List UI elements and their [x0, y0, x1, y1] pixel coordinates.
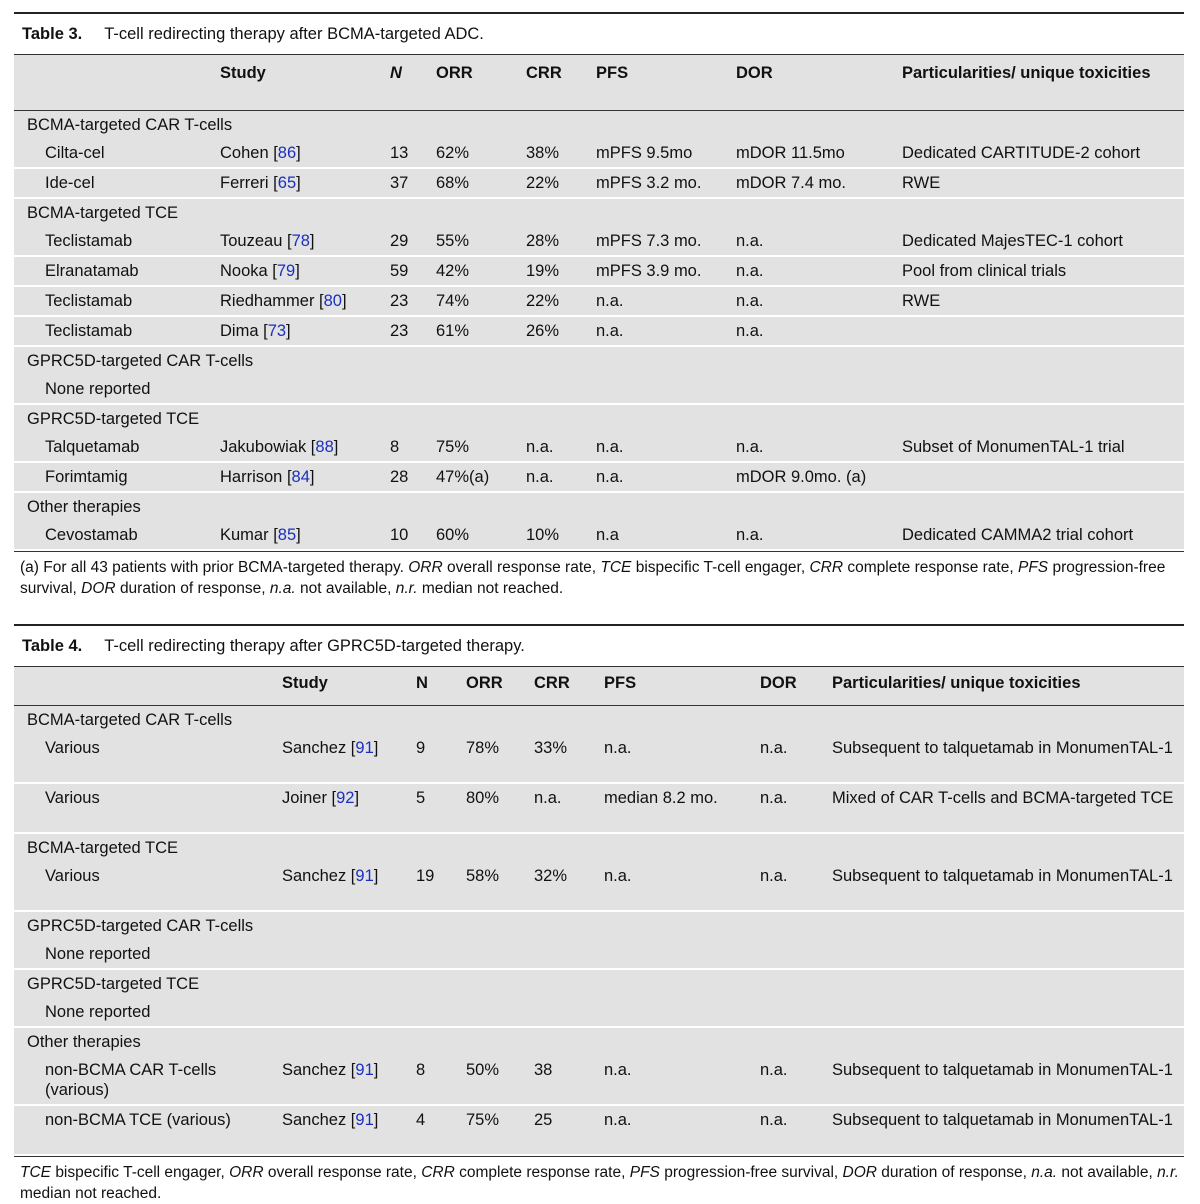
table-footnote	[14, 551, 1184, 599]
study-cell: Joiner [92]	[282, 783, 416, 833]
dor-cell: n.a.	[736, 316, 902, 346]
notes-cell	[832, 998, 1184, 1027]
n-cell: 13	[390, 139, 436, 168]
group-label: GPRC5D-targeted TCE	[14, 404, 1184, 433]
n-cell: 37	[390, 168, 436, 198]
footnote-definition: not available,	[300, 580, 392, 597]
n-cell: 23	[390, 286, 436, 316]
dor-cell	[736, 375, 902, 404]
pfs-cell: n.a.	[604, 1105, 760, 1155]
group-label: BCMA-targeted CAR T-cells	[14, 111, 1184, 140]
study-author: Harrison	[220, 468, 283, 486]
orr-cell	[466, 998, 534, 1027]
footnote-abbreviation: ORR	[229, 1164, 264, 1181]
footnote-definition: overall response rate,	[447, 559, 597, 576]
crr-cell: n.a.	[534, 783, 604, 833]
notes-cell	[902, 375, 1184, 404]
reference-link[interactable]: 85	[277, 526, 297, 544]
study-cell	[282, 940, 416, 969]
n-cell	[416, 998, 466, 1027]
crr-cell	[526, 375, 596, 404]
header-row	[14, 55, 1184, 111]
column-header-pfs: PFS	[604, 674, 637, 692]
therapy-cell: Cilta-cel	[14, 139, 220, 168]
footnote-abbreviation: n.r.	[395, 580, 418, 597]
dor-cell: mDOR 9.0mo. (a)	[736, 462, 902, 492]
reference-link[interactable]: 91	[355, 867, 374, 885]
column-header	[14, 55, 220, 111]
table-row	[14, 734, 1184, 783]
study-cell: Sanchez [91]	[282, 1056, 416, 1105]
therapy-cell: Various	[14, 734, 282, 783]
table-row	[14, 1056, 1184, 1105]
table-row	[14, 286, 1184, 316]
dor-cell: n.a.	[736, 227, 902, 256]
dor-cell: mDOR 7.4 mo.	[736, 168, 902, 198]
therapy-cell: Various	[14, 862, 282, 911]
column-header-dor: DOR	[760, 674, 797, 692]
group-row	[14, 969, 1184, 998]
study-author: Joiner	[282, 789, 327, 807]
therapy-cell: Teclistamab	[14, 286, 220, 316]
group-row	[14, 492, 1184, 521]
column-header-crr: CRR	[534, 674, 570, 692]
n-cell	[416, 940, 466, 969]
study-cell: Ferreri [65]	[220, 168, 390, 198]
column-header-study: Study	[282, 674, 328, 692]
table-label: Table 3.	[22, 25, 83, 43]
n-cell	[390, 375, 436, 404]
n-cell: 29	[390, 227, 436, 256]
crr-cell: 25	[534, 1105, 604, 1155]
reference-link[interactable]: 91	[355, 1061, 374, 1079]
notes-cell: Subset of MonumenTAL-1 trial	[902, 433, 1184, 462]
table-row	[14, 139, 1184, 168]
n-cell: 23	[390, 316, 436, 346]
notes-cell	[902, 462, 1184, 492]
table-footnote	[14, 1156, 1184, 1204]
notes-cell: Dedicated CAMMA2 trial cohort	[902, 521, 1184, 550]
footnote-definition: bispecific T-cell engager,	[635, 559, 806, 576]
orr-cell: 75%	[436, 433, 526, 462]
table-row	[14, 433, 1184, 462]
study-cell: Nooka [79]	[220, 256, 390, 286]
orr-cell: 60%	[436, 521, 526, 550]
footnote-definition: duration of response,	[119, 580, 266, 597]
therapy-cell: None reported	[14, 998, 282, 1027]
orr-cell: 80%	[466, 783, 534, 833]
column-header-study: Study	[220, 64, 266, 82]
crr-cell: 33%	[534, 734, 604, 783]
table-caption	[14, 14, 1184, 54]
orr-cell: 55%	[436, 227, 526, 256]
orr-cell: 47%(a)	[436, 462, 526, 492]
pfs-cell: mPFS 3.9 mo.	[596, 256, 736, 286]
table-title: T-cell redirecting therapy after BCMA-targeted ADC.	[104, 25, 484, 43]
group-label: BCMA-targeted CAR T-cells	[14, 706, 1184, 735]
crr-cell: 38	[534, 1056, 604, 1105]
study-author: Kumar	[220, 526, 269, 544]
group-label: GPRC5D-targeted TCE	[14, 969, 1184, 998]
crr-cell: 26%	[526, 316, 596, 346]
column-header	[14, 667, 282, 706]
study-author: Sanchez	[282, 867, 347, 885]
dor-cell: mDOR 11.5mo	[736, 139, 902, 168]
table-label: Table 4.	[22, 637, 83, 655]
therapy-cell: Various	[14, 783, 282, 833]
column-header-particularities: Particularities/ unique toxicities	[832, 674, 1081, 692]
orr-cell: 68%	[436, 168, 526, 198]
table-title: T-cell redirecting therapy after GPRC5D-targeted therapy.	[104, 637, 525, 655]
reference-link[interactable]: 73	[267, 322, 287, 340]
study-cell	[220, 375, 390, 404]
pfs-cell: median 8.2 mo.	[604, 783, 760, 833]
reference-link[interactable]: 91	[355, 1111, 374, 1129]
orr-cell: 58%	[466, 862, 534, 911]
reference-link[interactable]: 78	[291, 232, 310, 250]
study-author: Sanchez	[282, 1061, 347, 1079]
pfs-cell	[604, 940, 760, 969]
group-row	[14, 911, 1184, 940]
table-caption	[14, 626, 1184, 666]
group-row	[14, 111, 1184, 140]
dor-cell	[760, 940, 832, 969]
footnote-abbreviation: n.a.	[1031, 1164, 1058, 1181]
study-cell: Harrison [84]	[220, 462, 390, 492]
orr-cell	[466, 940, 534, 969]
group-row	[14, 1027, 1184, 1056]
study-author: Sanchez	[282, 739, 347, 757]
group-label: Other therapies	[14, 492, 1184, 521]
notes-cell: Subsequent to talquetamab in MonumenTAL-1	[832, 734, 1184, 783]
dor-cell: n.a.	[736, 286, 902, 316]
orr-cell: 62%	[436, 139, 526, 168]
table-4	[14, 624, 1184, 1204]
group-label: BCMA-targeted TCE	[14, 833, 1184, 862]
group-label: Other therapies	[14, 1027, 1184, 1056]
orr-cell: 74%	[436, 286, 526, 316]
footnote-abbreviation: ORR	[408, 559, 443, 576]
n-cell: 10	[390, 521, 436, 550]
study-cell: Dima [73]	[220, 316, 390, 346]
reference-link[interactable]: 80	[323, 292, 342, 310]
study-author: Touzeau	[220, 232, 283, 250]
dor-cell: n.a.	[760, 1056, 832, 1105]
study-cell: Cohen [86]	[220, 139, 390, 168]
footnote-definition: overall response rate,	[267, 1164, 417, 1181]
footnote-abbreviation: DOR	[81, 580, 116, 597]
study-author: Nooka	[220, 262, 268, 280]
pfs-cell: n.a.	[596, 316, 736, 346]
reference-link[interactable]: 92	[336, 789, 355, 807]
footnote-definition: complete response rate,	[459, 1164, 626, 1181]
data-table	[14, 666, 1184, 1156]
study-author: Cohen	[220, 144, 269, 162]
notes-cell: Pool from clinical trials	[902, 256, 1184, 286]
reference-link[interactable]: 91	[355, 739, 374, 757]
column-header-crr: CRR	[526, 64, 562, 82]
study-cell: Kumar [85]	[220, 521, 390, 550]
orr-cell: 75%	[466, 1105, 534, 1155]
footnote-definition: progression-free survival,	[20, 559, 1166, 597]
table-row	[14, 521, 1184, 550]
notes-cell: Subsequent to talquetamab in MonumenTAL-1	[832, 1056, 1184, 1105]
table-row	[14, 316, 1184, 346]
dor-cell: n.a.	[736, 256, 902, 286]
study-cell: Jakubowiak [88]	[220, 433, 390, 462]
study-cell: Riedhammer [80]	[220, 286, 390, 316]
notes-cell	[902, 316, 1184, 346]
table-row	[14, 227, 1184, 256]
table-row	[14, 256, 1184, 286]
crr-cell: 10%	[526, 521, 596, 550]
study-cell	[282, 998, 416, 1027]
footnote-definition: progression-free survival,	[664, 1164, 839, 1181]
study-cell: Sanchez [91]	[282, 734, 416, 783]
dor-cell: n.a.	[760, 862, 832, 911]
group-row	[14, 706, 1184, 735]
notes-cell: Mixed of CAR T-cells and BCMA-targeted TCE	[832, 783, 1184, 833]
pfs-cell: n.a.	[596, 286, 736, 316]
notes-cell: RWE	[902, 168, 1184, 198]
therapy-cell: non-BCMA CAR T-cells (various)	[14, 1056, 282, 1105]
crr-cell: 22%	[526, 286, 596, 316]
reference-link[interactable]: 79	[276, 262, 296, 280]
footnote-abbreviation: DOR	[842, 1164, 877, 1181]
study-author: Riedhammer	[220, 292, 315, 310]
table-row	[14, 375, 1184, 404]
footnote-definition: duration of response,	[881, 1164, 1027, 1181]
group-row	[14, 404, 1184, 433]
group-row	[14, 346, 1184, 375]
table-row	[14, 862, 1184, 911]
pfs-cell: n.a	[596, 521, 736, 550]
therapy-cell: None reported	[14, 375, 220, 404]
pfs-cell: n.a.	[604, 1056, 760, 1105]
footnote-abbreviation: PFS	[629, 1164, 660, 1181]
n-cell: 9	[416, 734, 466, 783]
dor-cell	[760, 998, 832, 1027]
column-header-orr: ORR	[436, 64, 473, 82]
data-table	[14, 54, 1184, 551]
crr-cell: n.a.	[526, 433, 596, 462]
reference-link[interactable]: 65	[277, 174, 297, 192]
table-row	[14, 168, 1184, 198]
table-row	[14, 783, 1184, 833]
group-label: BCMA-targeted TCE	[14, 198, 1184, 227]
column-header-n: N	[390, 64, 402, 82]
footnote-abbreviation: n.a.	[269, 580, 296, 597]
n-cell: 4	[416, 1105, 466, 1155]
therapy-cell: non-BCMA TCE (various)	[14, 1105, 282, 1155]
footnote-abbreviation: PFS	[1017, 559, 1049, 576]
pfs-cell: n.a.	[604, 734, 760, 783]
footnote-abbreviation: TCE	[20, 1164, 51, 1181]
footnote-definition: median not reached.	[20, 1185, 162, 1202]
study-author: Dima	[220, 322, 259, 340]
crr-cell: 28%	[526, 227, 596, 256]
notes-cell: RWE	[902, 286, 1184, 316]
study-author: Jakubowiak	[220, 438, 307, 456]
n-cell: 8	[416, 1056, 466, 1105]
footnote-abbreviation: TCE	[600, 559, 632, 576]
orr-cell: 61%	[436, 316, 526, 346]
crr-cell: 32%	[534, 862, 604, 911]
crr-cell: n.a.	[526, 462, 596, 492]
study-author: Sanchez	[282, 1111, 347, 1129]
pfs-cell: mPFS 3.2 mo.	[596, 168, 736, 198]
pfs-cell: n.a.	[596, 433, 736, 462]
dor-cell: n.a.	[760, 783, 832, 833]
notes-cell: Dedicated MajesTEC-1 cohort	[902, 227, 1184, 256]
n-cell: 5	[416, 783, 466, 833]
study-author: Ferreri	[220, 174, 269, 192]
column-header-particularities: Particularities/ unique toxicities	[902, 64, 1151, 82]
therapy-cell: Ide-cel	[14, 168, 220, 198]
crr-cell	[534, 940, 604, 969]
pfs-cell: mPFS 7.3 mo.	[596, 227, 736, 256]
study-cell: Sanchez [91]	[282, 862, 416, 911]
table-row	[14, 998, 1184, 1027]
dor-cell: n.a.	[736, 521, 902, 550]
footnote-definition: not available,	[1061, 1164, 1153, 1181]
study-cell: Sanchez [91]	[282, 1105, 416, 1155]
table-3	[14, 12, 1184, 599]
n-cell: 28	[390, 462, 436, 492]
n-cell: 8	[390, 433, 436, 462]
therapy-cell: Teclistamab	[14, 227, 220, 256]
group-row	[14, 198, 1184, 227]
pfs-cell	[604, 998, 760, 1027]
header-row	[14, 667, 1184, 706]
pfs-cell: n.a.	[596, 462, 736, 492]
crr-cell: 38%	[526, 139, 596, 168]
n-cell: 59	[390, 256, 436, 286]
footnote-definition: complete response rate,	[847, 559, 1014, 576]
therapy-cell: Forimtamig	[14, 462, 220, 492]
group-row	[14, 833, 1184, 862]
study-cell: Touzeau [78]	[220, 227, 390, 256]
column-header-orr: ORR	[466, 674, 503, 692]
column-header-pfs: PFS	[596, 64, 629, 82]
dor-cell: n.a.	[760, 734, 832, 783]
pfs-cell	[596, 375, 736, 404]
pfs-cell: n.a.	[604, 862, 760, 911]
crr-cell	[534, 998, 604, 1027]
table-row	[14, 1105, 1184, 1155]
therapy-cell: Cevostamab	[14, 521, 220, 550]
notes-cell: Subsequent to talquetamab in MonumenTAL-1	[832, 1105, 1184, 1155]
therapy-cell: Elranatamab	[14, 256, 220, 286]
footnote-abbreviation: CRR	[809, 559, 844, 576]
reference-link[interactable]: 84	[291, 468, 310, 486]
therapy-cell: Talquetamab	[14, 433, 220, 462]
dor-cell: n.a.	[760, 1105, 832, 1155]
group-label: GPRC5D-targeted CAR T-cells	[14, 911, 1184, 940]
n-cell: 19	[416, 862, 466, 911]
notes-cell: Subsequent to talquetamab in MonumenTAL-1	[832, 862, 1184, 911]
dor-cell: n.a.	[736, 433, 902, 462]
orr-cell: 42%	[436, 256, 526, 286]
column-header-n: N	[416, 674, 428, 692]
column-header-dor: DOR	[736, 64, 773, 82]
table-row	[14, 462, 1184, 492]
notes-cell	[832, 940, 1184, 969]
pfs-cell: mPFS 9.5mo	[596, 139, 736, 168]
footnote-definition: bispecific T-cell engager,	[55, 1164, 225, 1181]
footnote-definition: median not reached.	[421, 580, 564, 597]
reference-link[interactable]: 88	[315, 438, 334, 456]
notes-cell: Dedicated CARTITUDE-2 cohort	[902, 139, 1184, 168]
orr-cell: 50%	[466, 1056, 534, 1105]
table-row	[14, 940, 1184, 969]
reference-link[interactable]: 86	[277, 144, 297, 162]
crr-cell: 22%	[526, 168, 596, 198]
therapy-cell: Teclistamab	[14, 316, 220, 346]
footnote-abbreviation: n.r.	[1157, 1164, 1179, 1181]
footnote-lead: (a) For all 43 patients with prior BCMA-targeted therapy.	[20, 559, 404, 576]
therapy-cell: None reported	[14, 940, 282, 969]
footnote-abbreviation: CRR	[421, 1164, 455, 1181]
crr-cell: 19%	[526, 256, 596, 286]
group-label: GPRC5D-targeted CAR T-cells	[14, 346, 1184, 375]
orr-cell	[436, 375, 526, 404]
orr-cell: 78%	[466, 734, 534, 783]
